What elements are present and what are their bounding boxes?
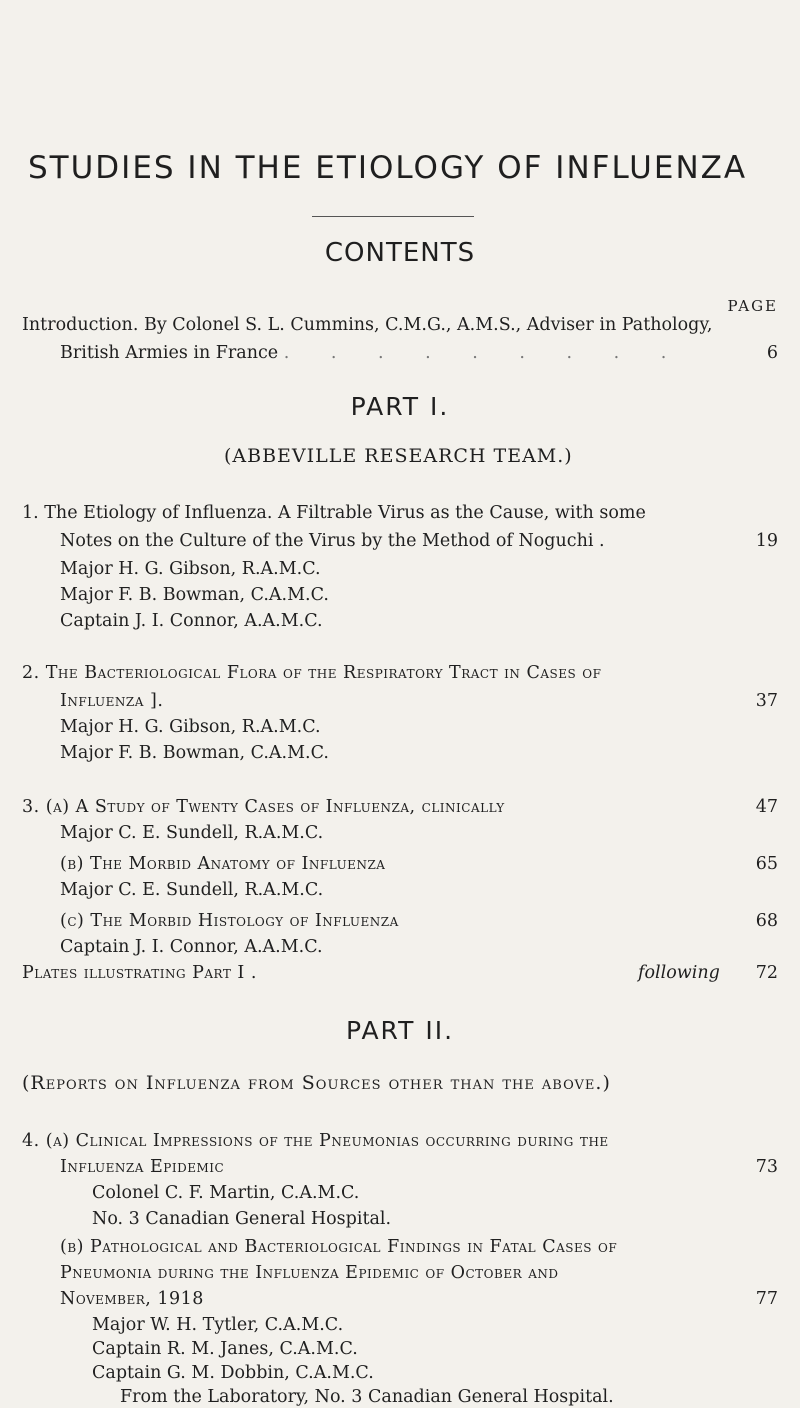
item3c-author: Captain J. I. Connor, A.A.M.C. [60,937,323,957]
item3b-line-1: (b) The Morbid Anatomy of Influenza [60,854,386,874]
item3c-page: 68 [755,911,778,931]
item1-page: 19 [755,531,778,551]
plates-page: 72 [755,963,778,983]
item3a-page: 47 [755,797,778,817]
part2-title: PART II. [345,1016,455,1045]
item3a-line-1: 3. (a) A Study of Twenty Cases of Influenza, clinically [22,797,505,817]
intro-line-2: British Armies in France . . . . . . . . . [60,343,685,363]
item2-line-2: Influenza ]. [60,691,164,711]
item4a-author: Colonel C. F. Martin, C.A.M.C. [92,1183,360,1203]
plates-following: following [638,963,720,983]
item4a-page: 73 [755,1157,778,1177]
item4a-line-1: 4. (a) Clinical Impressions of the Pneumonias occurring during the [22,1131,609,1151]
item4b-author: Captain R. M. Janes, C.A.M.C. [92,1339,358,1359]
item4b-author: Major W. H. Tytler, C.A.M.C. [92,1315,344,1335]
item1-author: Major F. B. Bowman, C.A.M.C. [60,585,329,605]
contents-heading: CONTENTS [324,238,476,268]
item4b-line-2: Pneumonia during the Influenza Epidemic of October and [60,1263,559,1283]
item1-line-2: Notes on the Culture of the Virus by the Method of Noguchi . [60,531,605,551]
page-column-label: PAGE [727,297,778,315]
divider [312,216,474,217]
item3b-author: Major C. E. Sundell, R.A.M.C. [60,880,324,900]
item2-author: Major F. B. Bowman, C.A.M.C. [60,743,329,763]
item3b-page: 65 [755,854,778,874]
item2-page: 37 [755,691,778,711]
item4a-line-2: Influenza Epidemic [60,1157,225,1177]
item2-line-1: 2. The Bacteriological Flora of the Respiratory Tract in Cases of [22,663,602,683]
series-title: STUDIES IN THE ETIOLOGY OF INFLUENZA [28,150,748,186]
item3c-line-1: (c) The Morbid Histology of Influenza [60,911,399,931]
plates-line: Plates illustrating Part I . [22,963,257,983]
intro-line-1: Introduction. By Colonel S. L. Cummins, C.M.G., A.M.S., Adviser in Pathology, [22,315,713,335]
item2-author: Major H. G. Gibson, R.A.M.C. [60,717,321,737]
item4a-affiliation: No. 3 Canadian General Hospital. [92,1209,392,1229]
intro-page: 6 [766,343,778,363]
part1-subtitle: (ABBEVILLE RESEARCH TEAM.) [224,445,573,467]
item4b-line-1: (b) Pathological and Bacteriological Findings in Fatal Cases of [60,1237,618,1257]
item4b-line-3: November, 1918 [60,1289,204,1309]
item3a-author: Major C. E. Sundell, R.A.M.C. [60,823,324,843]
item4b-author: Captain G. M. Dobbin, C.A.M.C. [92,1363,374,1383]
item1-author: Captain J. I. Connor, A.A.M.C. [60,611,323,631]
item4b-page: 77 [755,1289,778,1309]
item1-line-1: 1. The Etiology of Influenza. A Filtrable Virus as the Cause, with some [22,503,646,523]
item4b-source: From the Laboratory, No. 3 Canadian General Hospital. [120,1387,614,1407]
part1-title: PART I. [350,392,450,421]
part2-subtitle: (Reports on Influenza from Sources other than the above.) [22,1072,611,1094]
item1-author: Major H. G. Gibson, R.A.M.C. [60,559,321,579]
